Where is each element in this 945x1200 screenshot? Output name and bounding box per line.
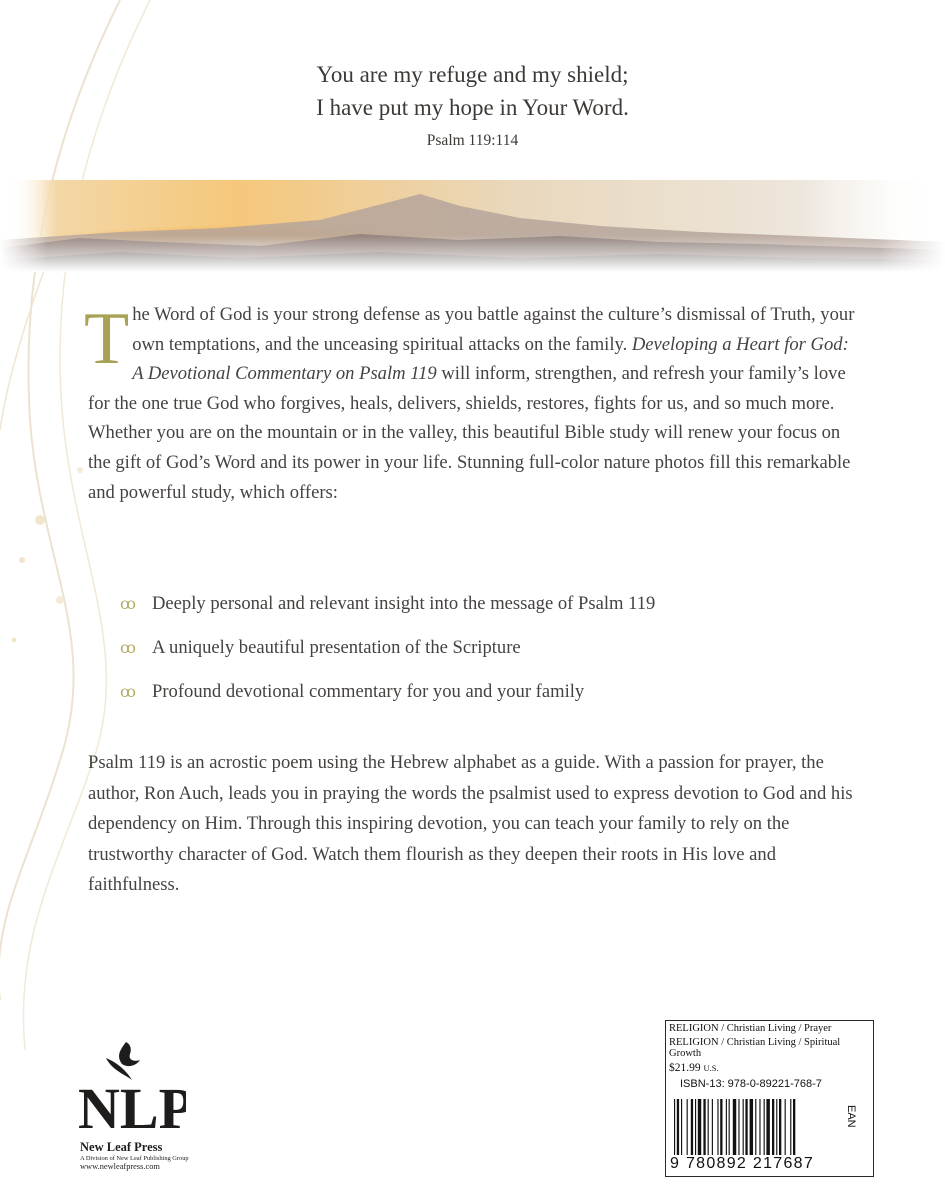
closing-paragraph: Psalm 119 is an acrostic poem using the Hebrew alphabet as a guide. With a passion for prayer, the author, Ron Auch, leads you in praying the words the psalmist used to express devotion to God and his dependency on Him. Through this inspiring devotion, you can teach your family to rely on the trustworthy character of God. Watch them flourish as they deepen their roots in His love and faithfulness. (88, 752, 853, 895)
publisher-url: www.newleafpress.com (80, 1162, 160, 1171)
price-unit: U.S. (703, 1062, 719, 1073)
price-value: $21.99 (669, 1061, 701, 1074)
verse-reference: Psalm 119:114 (426, 132, 519, 149)
ornament-icon: ꝏ (120, 640, 136, 657)
list-item (120, 681, 860, 725)
intro-text-part1: he Word of God is your strong defense as you battle against the culture’s dismissal of Truth, your own temptations, and the unceasing spiritual attacks on the family. (132, 304, 855, 355)
verse-line-1: You are my refuge and my shield; (316, 62, 629, 87)
isbn: ISBN-13: 978-0-89221-768-7 (680, 1077, 822, 1090)
list-item (120, 637, 860, 681)
book-title: Developing a Heart for God: A Devotional Commentary on Psalm 119 (132, 333, 849, 385)
drop-cap: T (84, 298, 130, 380)
intro-text-part2: will inform, strengthen, and refresh your family’s love for the one true God who forgives, heals, delivers, shields, restores, fights for us, and so much more. Whether you are on the mountain or in the valley, this beautiful Bible study will renew your focus on the gift of God’s Word and its power in your life. Stunning full-color nature photos fill this remarkable and powerful study, which offers: (88, 363, 851, 503)
barcode-bars (672, 1099, 840, 1157)
svg-text:NLP: NLP (78, 1076, 186, 1132)
category-2: RELIGION / Christian Living / Spiritual Growth (669, 1036, 841, 1059)
price (669, 1062, 873, 1075)
ean-label: EAN (845, 1105, 857, 1128)
scripture-verse (0, 58, 945, 150)
list-item-text: Deeply personal and relevant insight into the message of Psalm 119 (152, 593, 656, 614)
publisher-block (76, 1040, 216, 1171)
ornament-icon: ꝏ (120, 684, 136, 701)
publisher-name: New Leaf Press (80, 1140, 163, 1154)
intro-paragraph (84, 298, 858, 507)
mountain-sunrise-image (0, 180, 945, 272)
list-item-text: A uniquely beautiful presentation of the Scripture (152, 637, 521, 658)
publisher-logo (76, 1040, 186, 1132)
verse-line-2: I have put my hope in Your Word. (316, 95, 629, 120)
feature-list (120, 593, 860, 725)
publisher-subtitle: A Division of New Leaf Publishing Group (80, 1155, 189, 1162)
ornament-icon: ꝏ (120, 596, 136, 613)
list-item-text: Profound devotional commentary for you and your family (152, 681, 585, 702)
list-item (120, 593, 860, 637)
barcode-digits: 9 780892 217687 (670, 1155, 840, 1173)
barcode-box (665, 1020, 874, 1177)
category-1: RELIGION / Christian Living / Prayer (669, 1023, 832, 1034)
